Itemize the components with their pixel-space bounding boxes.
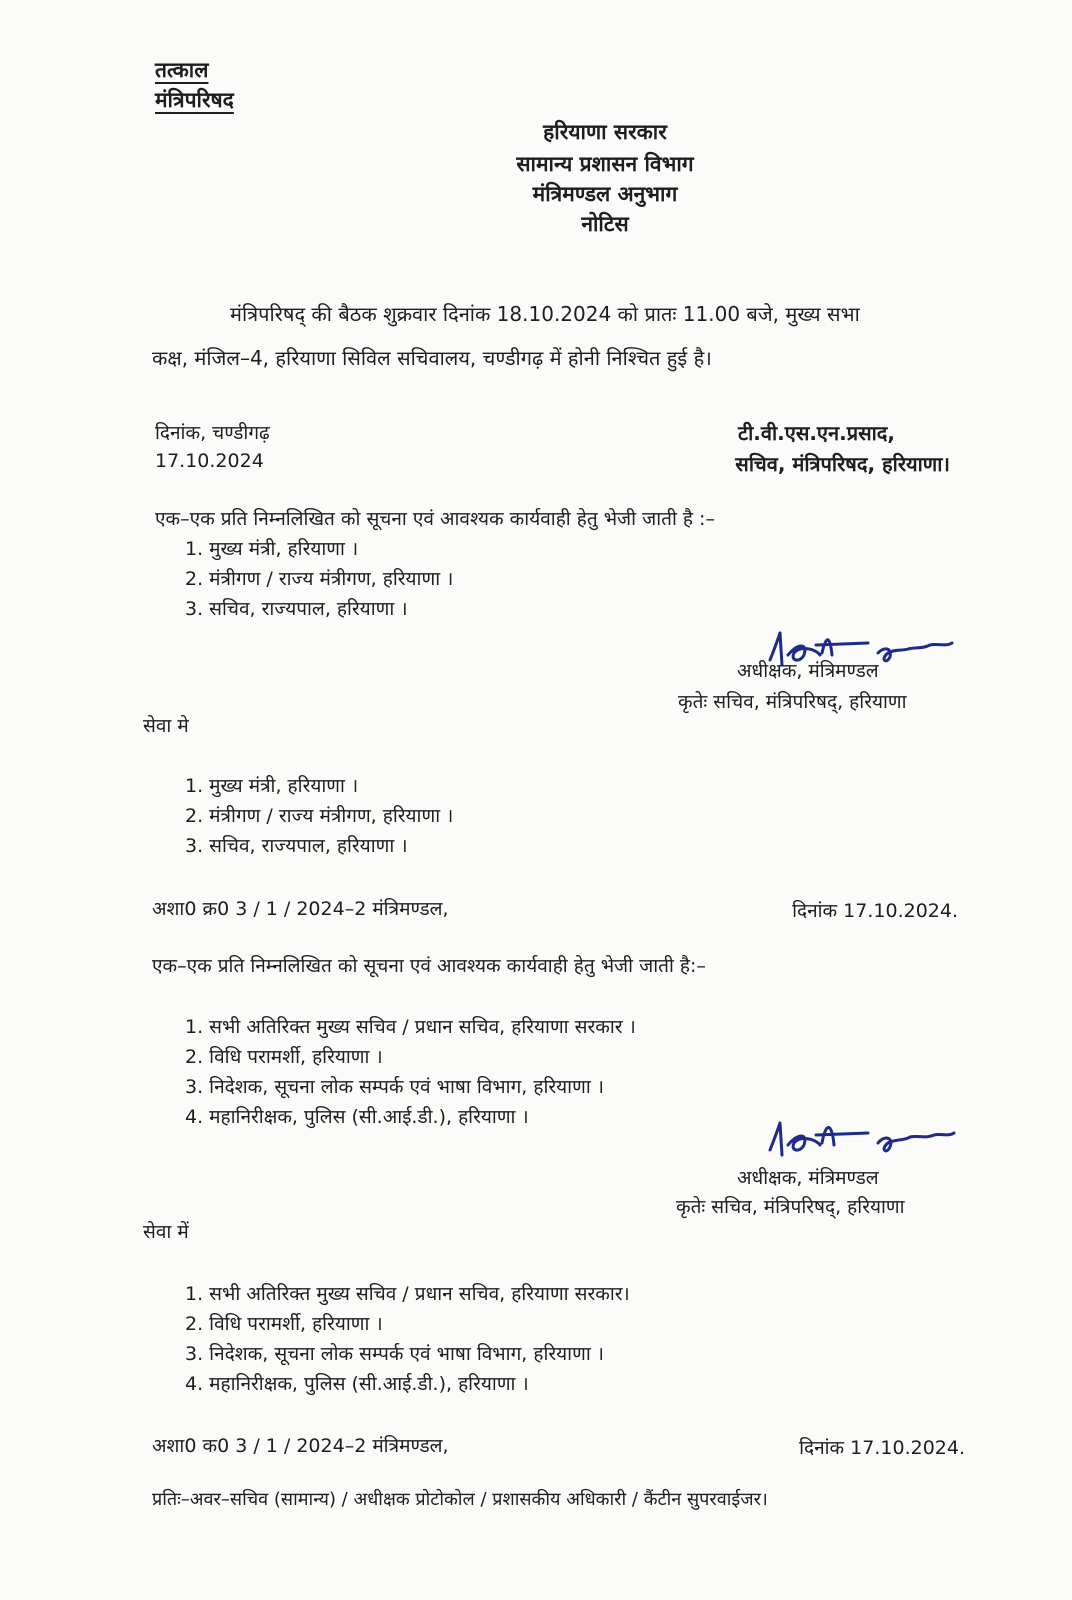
- copy2-sign-line-2: कृतेः सचिव, मंत्रिपरिषद्, हरियाणा: [676, 1196, 905, 1218]
- copy2-intro: एक–एक प्रति निम्नलिखित को सूचना एवं आवश्यक कार्यवाही हेतु भेजी जाती है:–: [152, 955, 706, 977]
- handwritten-signature: [760, 1115, 960, 1165]
- urgent-mark: तत्काल: [155, 58, 209, 82]
- list-item: 3. सचिव, राज्यपाल, हरियाणा ।: [185, 598, 408, 620]
- list-item: 2. मंत्रीगण / राज्य मंत्रीगण, हरियाणा ।: [185, 568, 454, 590]
- heading-notice: नोटिस: [581, 212, 629, 236]
- signatory-title: सचिव, मंत्रिपरिषद, हरियाणा।: [735, 452, 950, 476]
- list-item: 2. विधि परामर्शी, हरियाणा ।: [185, 1046, 383, 1068]
- seva2-date: दिनांक 17.10.2024.: [799, 1437, 965, 1459]
- council-mark: मंत्रिपरिषद: [155, 88, 234, 112]
- notice-body-line-2: कक्ष, मंजिल–4, हरियाणा सिविल सचिवालय, चण्डीगढ़ में होनी निश्चित हुई है।: [152, 346, 712, 370]
- list-item: 1. सभी अतिरिक्त मुख्य सचिव / प्रधान सचिव, हरियाणा सरकार।: [185, 1283, 630, 1305]
- seva1-date: दिनांक 17.10.2024.: [792, 900, 958, 922]
- list-item: 4. महानिरीक्षक, पुलिस (सी.आई.डी.), हरियाणा ।: [185, 1373, 529, 1395]
- heading-department: सामान्य प्रशासन विभाग: [516, 152, 694, 176]
- seva2-label: सेवा में: [143, 1221, 189, 1243]
- signatory-name: टी.वी.एस.एन.प्रसाद,: [738, 421, 895, 445]
- issue-place: दिनांक, चण्डीगढ़: [155, 422, 270, 444]
- list-item: 3. सचिव, राज्यपाल, हरियाणा ।: [185, 835, 408, 857]
- copy2-sign-line-1: अधीक्षक, मंत्रिमण्डल: [737, 1167, 879, 1189]
- list-item: 4. महानिरीक्षक, पुलिस (सी.आई.डी.), हरियाणा ।: [185, 1106, 529, 1128]
- heading-section: मंत्रिमण्डल अनुभाग: [532, 182, 678, 206]
- list-item: 1. मुख्य मंत्री, हरियाणा ।: [185, 538, 359, 560]
- list-item: 2. विधि परामर्शी, हरियाणा ।: [185, 1313, 383, 1335]
- seva2-reference: अशा0 क0 3 / 1 / 2024–2 मंत्रिमण्डल,: [152, 1435, 449, 1457]
- copy1-sign-line-1: अधीक्षक, मंत्रिमण्डल: [737, 660, 879, 682]
- list-item: 2. मंत्रीगण / राज्य मंत्रीगण, हरियाणा ।: [185, 805, 454, 827]
- seva1-reference: अशा0 क्र0 3 / 1 / 2024–2 मंत्रिमण्डल,: [152, 898, 449, 920]
- issue-date: 17.10.2024: [155, 450, 264, 472]
- list-item: 3. निदेशक, सूचना लोक सम्पर्क एवं भाषा विभाग, हरियाणा ।: [185, 1343, 604, 1365]
- list-item: 1. सभी अतिरिक्त मुख्य सचिव / प्रधान सचिव, हरियाणा सरकार ।: [185, 1016, 636, 1038]
- footer-copy-line: प्रतिः–अवर–सचिव (सामान्य) / अधीक्षक प्रोटोकोल / प्रशासकीय अधिकारी / कैंटीन सुपरवाईजर।: [152, 1489, 768, 1510]
- list-item: 1. मुख्य मंत्री, हरियाणा ।: [185, 775, 359, 797]
- copy1-intro: एक–एक प्रति निम्नलिखित को सूचना एवं आवश्यक कार्यवाही हेतु भेजी जाती है :–: [155, 508, 715, 530]
- seva1-label: सेवा मे: [143, 715, 189, 737]
- heading-government: हरियाणा सरकार: [543, 120, 667, 144]
- list-item: 3. निदेशक, सूचना लोक सम्पर्क एवं भाषा विभाग, हरियाणा ।: [185, 1076, 604, 1098]
- notice-body-line-1: मंत्रिपरिषद् की बैठक शुक्रवार दिनांक 18.10.2024 को प्रातः 11.00 बजे, मुख्य सभा: [230, 302, 860, 326]
- copy1-sign-line-2: कृतेः सचिव, मंत्रिपरिषद्, हरियाणा: [678, 691, 907, 713]
